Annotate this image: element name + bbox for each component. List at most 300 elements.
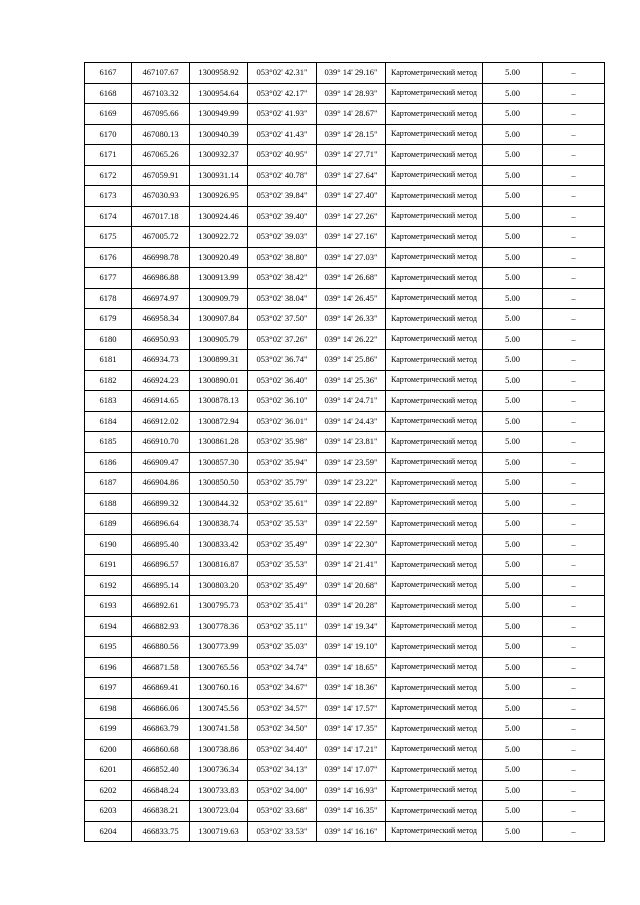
x-coordinate-cell: 466950.93 xyxy=(132,329,190,350)
note-cell: – xyxy=(543,247,605,268)
point-number-cell: 6173 xyxy=(85,186,132,207)
accuracy-cell: 5.00 xyxy=(483,432,543,453)
x-coordinate-cell: 466910.70 xyxy=(132,432,190,453)
note-cell: – xyxy=(543,698,605,719)
latitude-cell: 053°02' 35.79" xyxy=(248,473,317,494)
method-cell: Картометрический метод xyxy=(386,616,483,637)
note-cell: – xyxy=(543,719,605,740)
x-coordinate-cell: 467065.26 xyxy=(132,145,190,166)
latitude-cell: 053°02' 37.50" xyxy=(248,309,317,330)
note-cell: – xyxy=(543,637,605,658)
table-row xyxy=(85,83,605,104)
table-row xyxy=(85,206,605,227)
latitude-cell: 053°02' 35.61" xyxy=(248,493,317,514)
accuracy-cell: 5.00 xyxy=(483,186,543,207)
method-cell: Картометрический метод xyxy=(386,124,483,145)
x-coordinate-cell: 467080.13 xyxy=(132,124,190,145)
latitude-cell: 053°02' 35.53" xyxy=(248,555,317,576)
x-coordinate-cell: 466848.24 xyxy=(132,780,190,801)
accuracy-cell: 5.00 xyxy=(483,514,543,535)
table-row xyxy=(85,63,605,84)
table-row xyxy=(85,165,605,186)
point-number-cell: 6188 xyxy=(85,493,132,514)
table-row xyxy=(85,473,605,494)
table-row xyxy=(85,780,605,801)
accuracy-cell: 5.00 xyxy=(483,227,543,248)
accuracy-cell: 5.00 xyxy=(483,288,543,309)
point-number-cell: 6201 xyxy=(85,760,132,781)
x-coordinate-cell: 466899.32 xyxy=(132,493,190,514)
longitude-cell: 039° 14' 18.36" xyxy=(317,678,386,699)
x-coordinate-cell: 466852.40 xyxy=(132,760,190,781)
point-number-cell: 6186 xyxy=(85,452,132,473)
y-coordinate-cell: 1300905.79 xyxy=(190,329,248,350)
method-cell: Картометрический метод xyxy=(386,63,483,84)
note-cell: – xyxy=(543,124,605,145)
x-coordinate-cell: 467107.67 xyxy=(132,63,190,84)
method-cell: Картометрический метод xyxy=(386,698,483,719)
latitude-cell: 053°02' 39.03" xyxy=(248,227,317,248)
accuracy-cell: 5.00 xyxy=(483,83,543,104)
point-number-cell: 6169 xyxy=(85,104,132,125)
x-coordinate-cell: 467095.66 xyxy=(132,104,190,125)
longitude-cell: 039° 14' 27.26" xyxy=(317,206,386,227)
table-row xyxy=(85,452,605,473)
x-coordinate-cell: 466860.68 xyxy=(132,739,190,760)
method-cell: Картометрический метод xyxy=(386,678,483,699)
point-number-cell: 6175 xyxy=(85,227,132,248)
latitude-cell: 053°02' 33.68" xyxy=(248,801,317,822)
method-cell: Картометрический метод xyxy=(386,432,483,453)
note-cell: – xyxy=(543,657,605,678)
accuracy-cell: 5.00 xyxy=(483,719,543,740)
accuracy-cell: 5.00 xyxy=(483,391,543,412)
y-coordinate-cell: 1300833.42 xyxy=(190,534,248,555)
x-coordinate-cell: 466895.14 xyxy=(132,575,190,596)
note-cell: – xyxy=(543,780,605,801)
method-cell: Картометрический метод xyxy=(386,452,483,473)
method-cell: Картометрический метод xyxy=(386,739,483,760)
latitude-cell: 053°02' 35.11" xyxy=(248,616,317,637)
x-coordinate-cell: 466904.86 xyxy=(132,473,190,494)
y-coordinate-cell: 1300899.31 xyxy=(190,350,248,371)
table-row xyxy=(85,514,605,535)
method-cell: Картометрический метод xyxy=(386,288,483,309)
method-cell: Картометрический метод xyxy=(386,596,483,617)
method-cell: Картометрический метод xyxy=(386,801,483,822)
y-coordinate-cell: 1300872.94 xyxy=(190,411,248,432)
longitude-cell: 039° 14' 26.33" xyxy=(317,309,386,330)
note-cell: – xyxy=(543,473,605,494)
table-row xyxy=(85,432,605,453)
table-row xyxy=(85,124,605,145)
accuracy-cell: 5.00 xyxy=(483,821,543,842)
method-cell: Картометрический метод xyxy=(386,473,483,494)
note-cell: – xyxy=(543,411,605,432)
longitude-cell: 039° 14' 19.10" xyxy=(317,637,386,658)
latitude-cell: 053°02' 35.53" xyxy=(248,514,317,535)
table-row xyxy=(85,247,605,268)
y-coordinate-cell: 1300745.56 xyxy=(190,698,248,719)
y-coordinate-cell: 1300932.37 xyxy=(190,145,248,166)
accuracy-cell: 5.00 xyxy=(483,247,543,268)
note-cell: – xyxy=(543,555,605,576)
point-number-cell: 6190 xyxy=(85,534,132,555)
method-cell: Картометрический метод xyxy=(386,227,483,248)
method-cell: Картометрический метод xyxy=(386,780,483,801)
accuracy-cell: 5.00 xyxy=(483,801,543,822)
x-coordinate-cell: 466974.97 xyxy=(132,288,190,309)
x-coordinate-cell: 466998.78 xyxy=(132,247,190,268)
point-number-cell: 6172 xyxy=(85,165,132,186)
method-cell: Картометрический метод xyxy=(386,309,483,330)
accuracy-cell: 5.00 xyxy=(483,657,543,678)
note-cell: – xyxy=(543,288,605,309)
longitude-cell: 039° 14' 26.22" xyxy=(317,329,386,350)
y-coordinate-cell: 1300736.34 xyxy=(190,760,248,781)
longitude-cell: 039° 14' 17.57" xyxy=(317,698,386,719)
note-cell: – xyxy=(543,391,605,412)
longitude-cell: 039° 14' 16.16" xyxy=(317,821,386,842)
table-row xyxy=(85,821,605,842)
y-coordinate-cell: 1300949.99 xyxy=(190,104,248,125)
table-row xyxy=(85,534,605,555)
longitude-cell: 039° 14' 27.64" xyxy=(317,165,386,186)
latitude-cell: 053°02' 35.03" xyxy=(248,637,317,658)
method-cell: Картометрический метод xyxy=(386,206,483,227)
table-row xyxy=(85,616,605,637)
y-coordinate-cell: 1300926.95 xyxy=(190,186,248,207)
longitude-cell: 039° 14' 27.16" xyxy=(317,227,386,248)
table-row xyxy=(85,186,605,207)
table-row xyxy=(85,145,605,166)
x-coordinate-cell: 466895.40 xyxy=(132,534,190,555)
table-row xyxy=(85,555,605,576)
longitude-cell: 039° 14' 24.71" xyxy=(317,391,386,412)
point-number-cell: 6191 xyxy=(85,555,132,576)
longitude-cell: 039° 14' 17.21" xyxy=(317,739,386,760)
method-cell: Картометрический метод xyxy=(386,575,483,596)
y-coordinate-cell: 1300844.32 xyxy=(190,493,248,514)
longitude-cell: 039° 14' 17.07" xyxy=(317,760,386,781)
point-number-cell: 6204 xyxy=(85,821,132,842)
longitude-cell: 039° 14' 16.35" xyxy=(317,801,386,822)
note-cell: – xyxy=(543,206,605,227)
accuracy-cell: 5.00 xyxy=(483,370,543,391)
longitude-cell: 039° 14' 27.40" xyxy=(317,186,386,207)
point-number-cell: 6185 xyxy=(85,432,132,453)
latitude-cell: 053°02' 36.40" xyxy=(248,370,317,391)
point-number-cell: 6194 xyxy=(85,616,132,637)
latitude-cell: 053°02' 35.98" xyxy=(248,432,317,453)
accuracy-cell: 5.00 xyxy=(483,616,543,637)
table-row xyxy=(85,575,605,596)
method-cell: Картометрический метод xyxy=(386,657,483,678)
point-number-cell: 6168 xyxy=(85,83,132,104)
accuracy-cell: 5.00 xyxy=(483,145,543,166)
longitude-cell: 039° 14' 20.68" xyxy=(317,575,386,596)
x-coordinate-cell: 466934.73 xyxy=(132,350,190,371)
method-cell: Картометрический метод xyxy=(386,186,483,207)
latitude-cell: 053°02' 34.00" xyxy=(248,780,317,801)
longitude-cell: 039° 14' 21.41" xyxy=(317,555,386,576)
accuracy-cell: 5.00 xyxy=(483,698,543,719)
y-coordinate-cell: 1300861.28 xyxy=(190,432,248,453)
accuracy-cell: 5.00 xyxy=(483,555,543,576)
note-cell: – xyxy=(543,596,605,617)
method-cell: Картометрический метод xyxy=(386,637,483,658)
point-number-cell: 6200 xyxy=(85,739,132,760)
x-coordinate-cell: 466909.47 xyxy=(132,452,190,473)
note-cell: – xyxy=(543,309,605,330)
table-row xyxy=(85,493,605,514)
longitude-cell: 039° 14' 28.67" xyxy=(317,104,386,125)
longitude-cell: 039° 14' 25.36" xyxy=(317,370,386,391)
table-row xyxy=(85,350,605,371)
note-cell: – xyxy=(543,452,605,473)
point-number-cell: 6196 xyxy=(85,657,132,678)
table-row xyxy=(85,760,605,781)
x-coordinate-cell: 466958.34 xyxy=(132,309,190,330)
point-number-cell: 6171 xyxy=(85,145,132,166)
longitude-cell: 039° 14' 20.28" xyxy=(317,596,386,617)
latitude-cell: 053°02' 34.74" xyxy=(248,657,317,678)
longitude-cell: 039° 14' 18.65" xyxy=(317,657,386,678)
table-row xyxy=(85,411,605,432)
latitude-cell: 053°02' 35.41" xyxy=(248,596,317,617)
point-number-cell: 6181 xyxy=(85,350,132,371)
point-number-cell: 6199 xyxy=(85,719,132,740)
point-number-cell: 6202 xyxy=(85,780,132,801)
latitude-cell: 053°02' 38.80" xyxy=(248,247,317,268)
y-coordinate-cell: 1300958.92 xyxy=(190,63,248,84)
latitude-cell: 053°02' 34.50" xyxy=(248,719,317,740)
latitude-cell: 053°02' 38.04" xyxy=(248,288,317,309)
accuracy-cell: 5.00 xyxy=(483,596,543,617)
x-coordinate-cell: 466869.41 xyxy=(132,678,190,699)
table-row xyxy=(85,309,605,330)
point-number-cell: 6192 xyxy=(85,575,132,596)
y-coordinate-cell: 1300931.14 xyxy=(190,165,248,186)
note-cell: – xyxy=(543,821,605,842)
longitude-cell: 039° 14' 22.59" xyxy=(317,514,386,535)
longitude-cell: 039° 14' 23.22" xyxy=(317,473,386,494)
accuracy-cell: 5.00 xyxy=(483,780,543,801)
note-cell: – xyxy=(543,616,605,637)
point-number-cell: 6170 xyxy=(85,124,132,145)
longitude-cell: 039° 14' 22.89" xyxy=(317,493,386,514)
y-coordinate-cell: 1300909.79 xyxy=(190,288,248,309)
latitude-cell: 053°02' 41.43" xyxy=(248,124,317,145)
note-cell: – xyxy=(543,268,605,289)
method-cell: Картометрический метод xyxy=(386,247,483,268)
y-coordinate-cell: 1300857.30 xyxy=(190,452,248,473)
accuracy-cell: 5.00 xyxy=(483,575,543,596)
longitude-cell: 039° 14' 25.86" xyxy=(317,350,386,371)
longitude-cell: 039° 14' 26.68" xyxy=(317,268,386,289)
point-number-cell: 6193 xyxy=(85,596,132,617)
note-cell: – xyxy=(543,329,605,350)
y-coordinate-cell: 1300878.13 xyxy=(190,391,248,412)
latitude-cell: 053°02' 38.42" xyxy=(248,268,317,289)
x-coordinate-cell: 467030.93 xyxy=(132,186,190,207)
note-cell: – xyxy=(543,186,605,207)
y-coordinate-cell: 1300803.20 xyxy=(190,575,248,596)
note-cell: – xyxy=(543,83,605,104)
latitude-cell: 053°02' 33.53" xyxy=(248,821,317,842)
x-coordinate-cell: 466896.57 xyxy=(132,555,190,576)
x-coordinate-cell: 466924.23 xyxy=(132,370,190,391)
note-cell: – xyxy=(543,165,605,186)
method-cell: Картометрический метод xyxy=(386,329,483,350)
x-coordinate-cell: 466896.64 xyxy=(132,514,190,535)
method-cell: Картометрический метод xyxy=(386,821,483,842)
accuracy-cell: 5.00 xyxy=(483,452,543,473)
point-number-cell: 6179 xyxy=(85,309,132,330)
accuracy-cell: 5.00 xyxy=(483,124,543,145)
y-coordinate-cell: 1300719.63 xyxy=(190,821,248,842)
accuracy-cell: 5.00 xyxy=(483,739,543,760)
method-cell: Картометрический метод xyxy=(386,350,483,371)
point-number-cell: 6197 xyxy=(85,678,132,699)
x-coordinate-cell: 466871.58 xyxy=(132,657,190,678)
note-cell: – xyxy=(543,514,605,535)
table-row xyxy=(85,329,605,350)
accuracy-cell: 5.00 xyxy=(483,473,543,494)
method-cell: Картометрический метод xyxy=(386,760,483,781)
longitude-cell: 039° 14' 26.45" xyxy=(317,288,386,309)
accuracy-cell: 5.00 xyxy=(483,350,543,371)
note-cell: – xyxy=(543,678,605,699)
latitude-cell: 053°02' 36.01" xyxy=(248,411,317,432)
latitude-cell: 053°02' 34.57" xyxy=(248,698,317,719)
point-number-cell: 6187 xyxy=(85,473,132,494)
latitude-cell: 053°02' 36.74" xyxy=(248,350,317,371)
accuracy-cell: 5.00 xyxy=(483,534,543,555)
table-row xyxy=(85,370,605,391)
note-cell: – xyxy=(543,760,605,781)
coordinates-table-body xyxy=(85,63,605,842)
accuracy-cell: 5.00 xyxy=(483,637,543,658)
y-coordinate-cell: 1300723.04 xyxy=(190,801,248,822)
note-cell: – xyxy=(543,370,605,391)
y-coordinate-cell: 1300838.74 xyxy=(190,514,248,535)
point-number-cell: 6176 xyxy=(85,247,132,268)
point-number-cell: 6180 xyxy=(85,329,132,350)
latitude-cell: 053°02' 37.26" xyxy=(248,329,317,350)
note-cell: – xyxy=(543,739,605,760)
method-cell: Картометрический метод xyxy=(386,165,483,186)
y-coordinate-cell: 1300816.87 xyxy=(190,555,248,576)
x-coordinate-cell: 466838.21 xyxy=(132,801,190,822)
x-coordinate-cell: 466912.02 xyxy=(132,411,190,432)
accuracy-cell: 5.00 xyxy=(483,206,543,227)
method-cell: Картометрический метод xyxy=(386,411,483,432)
note-cell: – xyxy=(543,227,605,248)
y-coordinate-cell: 1300907.84 xyxy=(190,309,248,330)
x-coordinate-cell: 466914.65 xyxy=(132,391,190,412)
y-coordinate-cell: 1300913.99 xyxy=(190,268,248,289)
point-number-cell: 6167 xyxy=(85,63,132,84)
method-cell: Картометрический метод xyxy=(386,493,483,514)
latitude-cell: 053°02' 35.49" xyxy=(248,575,317,596)
point-number-cell: 6198 xyxy=(85,698,132,719)
note-cell: – xyxy=(543,493,605,514)
note-cell: – xyxy=(543,104,605,125)
x-coordinate-cell: 466866.06 xyxy=(132,698,190,719)
table-row xyxy=(85,637,605,658)
table-row xyxy=(85,227,605,248)
point-number-cell: 6178 xyxy=(85,288,132,309)
accuracy-cell: 5.00 xyxy=(483,411,543,432)
table-row xyxy=(85,391,605,412)
point-number-cell: 6183 xyxy=(85,391,132,412)
table-row xyxy=(85,104,605,125)
accuracy-cell: 5.00 xyxy=(483,104,543,125)
point-number-cell: 6174 xyxy=(85,206,132,227)
y-coordinate-cell: 1300765.56 xyxy=(190,657,248,678)
latitude-cell: 053°02' 35.94" xyxy=(248,452,317,473)
table-row xyxy=(85,596,605,617)
y-coordinate-cell: 1300738.86 xyxy=(190,739,248,760)
coordinates-table xyxy=(84,62,605,842)
accuracy-cell: 5.00 xyxy=(483,165,543,186)
longitude-cell: 039° 14' 23.59" xyxy=(317,452,386,473)
accuracy-cell: 5.00 xyxy=(483,63,543,84)
point-number-cell: 6184 xyxy=(85,411,132,432)
x-coordinate-cell: 467059.91 xyxy=(132,165,190,186)
y-coordinate-cell: 1300795.73 xyxy=(190,596,248,617)
accuracy-cell: 5.00 xyxy=(483,760,543,781)
x-coordinate-cell: 466986.88 xyxy=(132,268,190,289)
latitude-cell: 053°02' 34.40" xyxy=(248,739,317,760)
table-row xyxy=(85,678,605,699)
latitude-cell: 053°02' 42.31" xyxy=(248,63,317,84)
note-cell: – xyxy=(543,350,605,371)
method-cell: Картометрический метод xyxy=(386,391,483,412)
table-row xyxy=(85,288,605,309)
latitude-cell: 053°02' 39.40" xyxy=(248,206,317,227)
latitude-cell: 053°02' 34.67" xyxy=(248,678,317,699)
longitude-cell: 039° 14' 23.81" xyxy=(317,432,386,453)
longitude-cell: 039° 14' 22.30" xyxy=(317,534,386,555)
longitude-cell: 039° 14' 16.93" xyxy=(317,780,386,801)
y-coordinate-cell: 1300760.16 xyxy=(190,678,248,699)
y-coordinate-cell: 1300920.49 xyxy=(190,247,248,268)
latitude-cell: 053°02' 40.78" xyxy=(248,165,317,186)
longitude-cell: 039° 14' 27.03" xyxy=(317,247,386,268)
latitude-cell: 053°02' 40.95" xyxy=(248,145,317,166)
x-coordinate-cell: 466863.79 xyxy=(132,719,190,740)
table-row xyxy=(85,657,605,678)
method-cell: Картометрический метод xyxy=(386,370,483,391)
table-row xyxy=(85,801,605,822)
accuracy-cell: 5.00 xyxy=(483,493,543,514)
latitude-cell: 053°02' 36.10" xyxy=(248,391,317,412)
method-cell: Картометрический метод xyxy=(386,555,483,576)
note-cell: – xyxy=(543,575,605,596)
point-number-cell: 6203 xyxy=(85,801,132,822)
latitude-cell: 053°02' 35.49" xyxy=(248,534,317,555)
method-cell: Картометрический метод xyxy=(386,514,483,535)
method-cell: Картометрический метод xyxy=(386,104,483,125)
longitude-cell: 039° 14' 29.16" xyxy=(317,63,386,84)
x-coordinate-cell: 467017.18 xyxy=(132,206,190,227)
y-coordinate-cell: 1300773.99 xyxy=(190,637,248,658)
y-coordinate-cell: 1300924.46 xyxy=(190,206,248,227)
accuracy-cell: 5.00 xyxy=(483,268,543,289)
x-coordinate-cell: 466833.75 xyxy=(132,821,190,842)
